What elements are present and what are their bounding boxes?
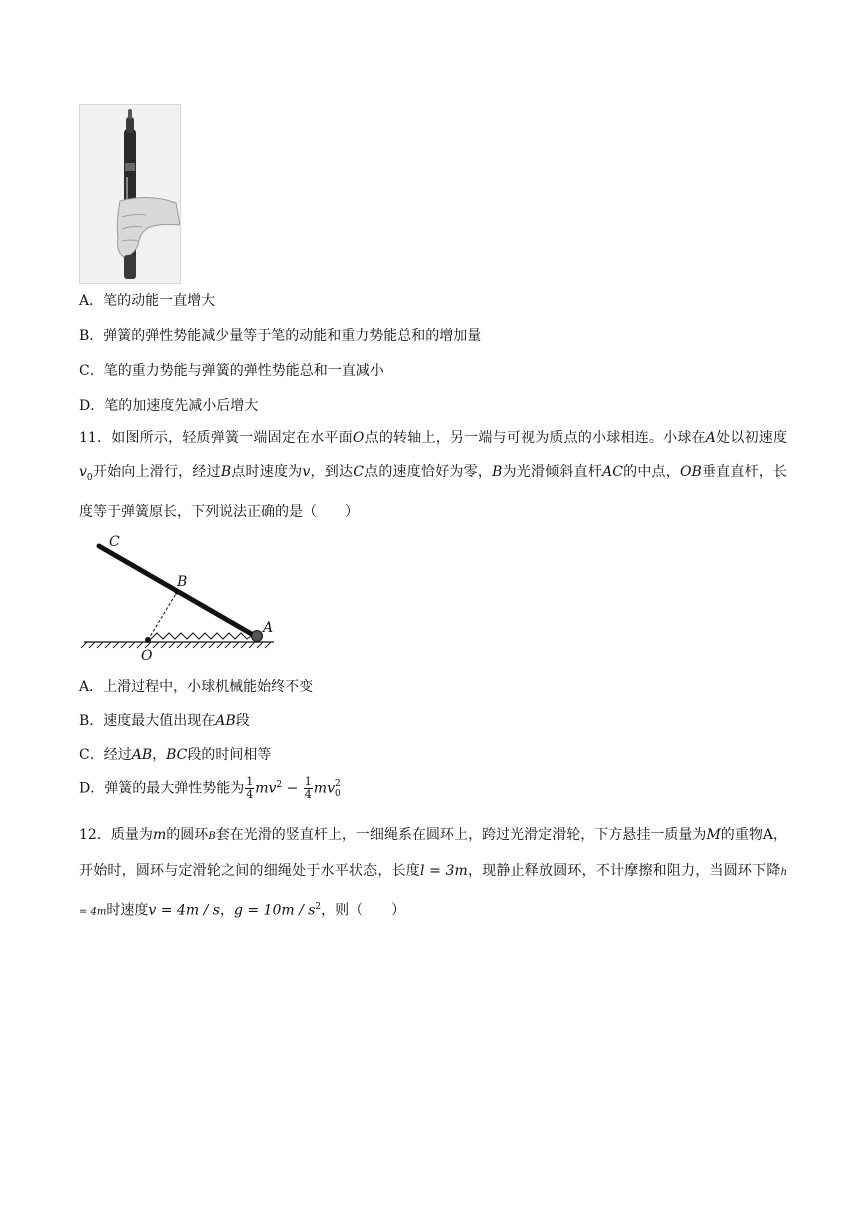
- q10-option-d: D．笔的加速度先减小后增大: [79, 398, 259, 414]
- q10-option-b: B．弹簧的弹性势能减少量等于笔的动能和重力势能总和的增加量: [79, 328, 482, 344]
- incline-spring-diagram: [79, 530, 279, 670]
- pen-photo: [79, 104, 181, 284]
- q10-option-a: A．笔的动能一直增大: [79, 293, 216, 309]
- q11-option-d: D．弹簧的最大弹性势能为 $\frac{1}{4}$ $mv^2$ − $\frac{1}{4}$ mv 2 0: [79, 775, 341, 801]
- label-a: A: [263, 620, 274, 636]
- q10-option-c: C．笔的重力势能与弹簧的弹性势能总和一直减小: [79, 363, 384, 379]
- q11-option-b: B．速度最大值出现在AB段: [79, 713, 250, 729]
- label-b: B: [177, 574, 188, 590]
- fraction-2: $\frac{1}{4}$: [304, 775, 312, 801]
- q11-option-c: C．经过AB，BC段的时间相等: [79, 747, 272, 763]
- q11-option-a: A．上滑过程中，小球机械能始终不变: [79, 679, 314, 695]
- fraction-1: $\frac{1}{4}$: [246, 775, 254, 801]
- q11-diagram: [79, 530, 279, 670]
- q12-stem: 12．质量为m的圆环B套在光滑的竖直杆上，一细绳系在圆环上，跨过光滑定滑轮，下方悬挂一质量为M的重物A，开始时，圆环与定滑轮之间的细绳处于水平状态，长度l = 3m，现静止释放圆环，不计摩擦和阻力，当圆环下降h = 4m时速度v = 4m / s，$g = 10m / s^2$，则（ ）: [79, 827, 788, 919]
- label-o: O: [141, 648, 153, 664]
- pen-hand-illustration: [80, 105, 180, 283]
- q11-stem: 11．如图所示，轻质弹簧一端固定在水平面O点的转轴上，另一端与可视为质点的小球相连。小球在A处以初速度$v_0$开始向上滑行，经过B点时速度为v，到达C点的速度恰好为零，B为光滑倾斜直杆AC的中点，OB垂直直杆，长度等于弹簧原长，下列说法正确的是（ ）: [79, 430, 788, 520]
- label-c: C: [109, 534, 120, 550]
